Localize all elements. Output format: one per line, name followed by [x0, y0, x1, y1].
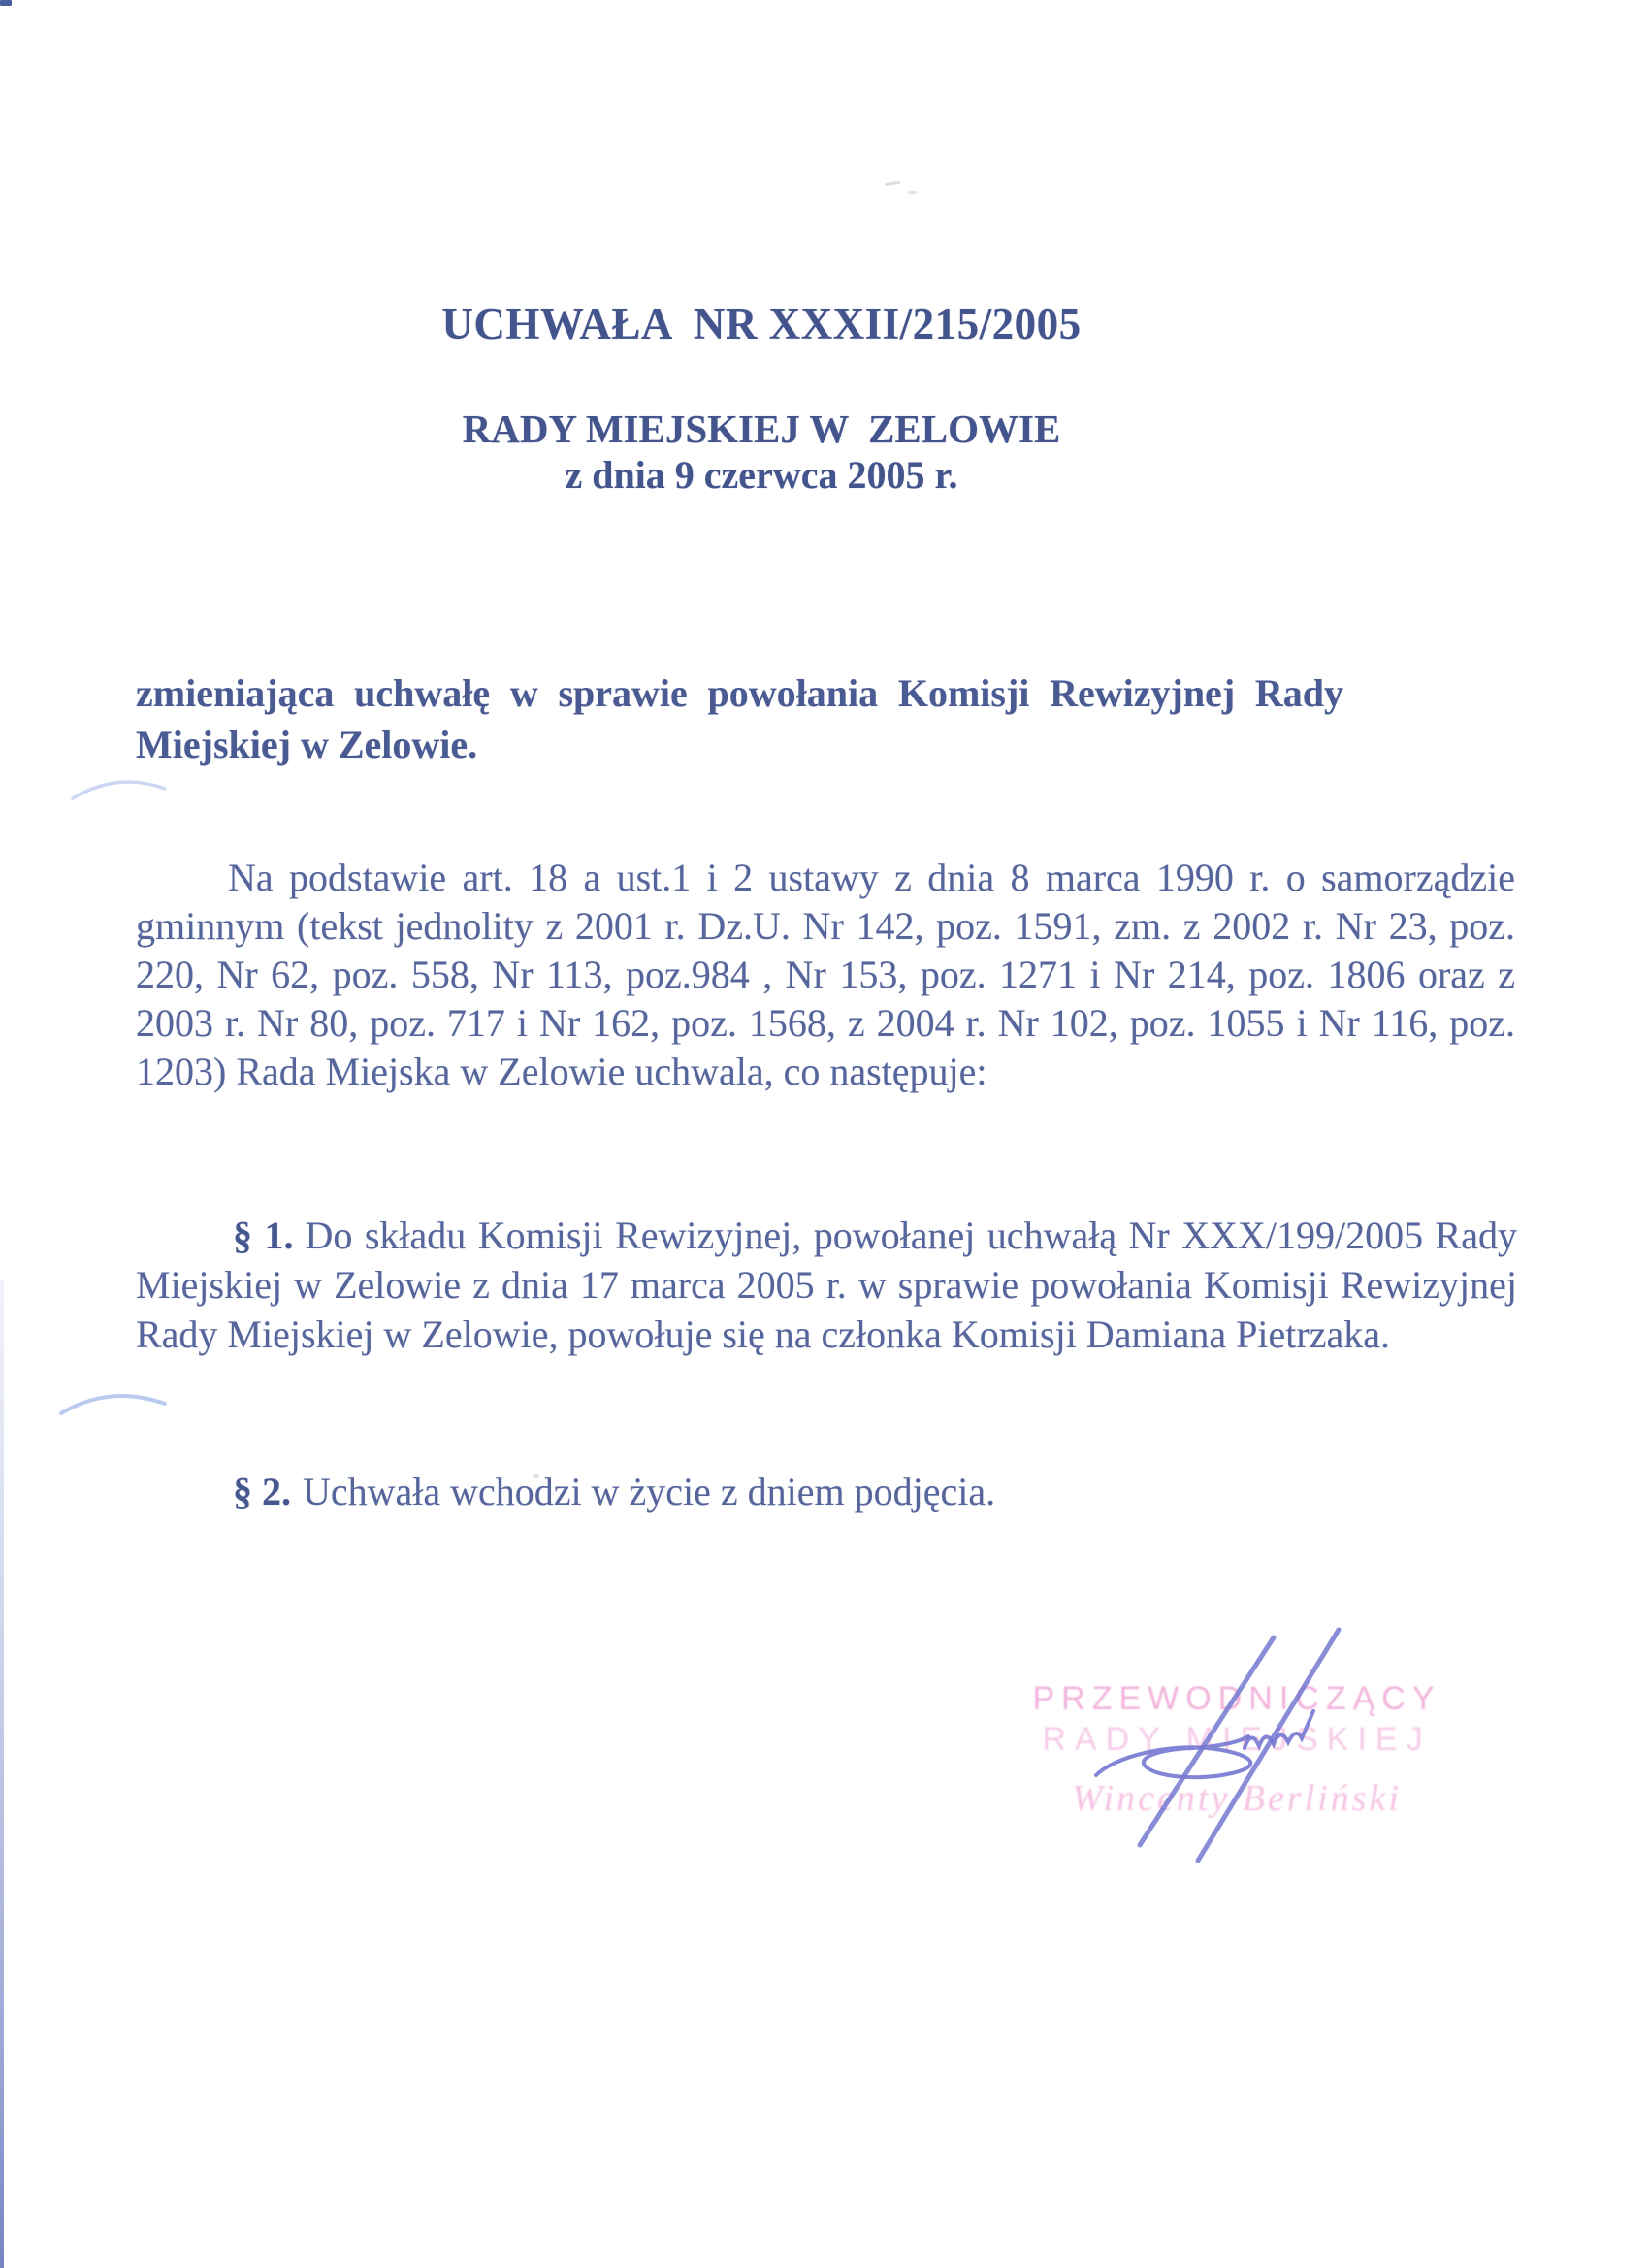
resolution-subject: zmieniająca uchwałę w sprawie powołania Komisji Rewizyjnej Rady Miejskiej w Zelowie. — [136, 671, 1343, 766]
signature-stamp-block — [1023, 1591, 1450, 1911]
scan-edge-strip — [0, 1280, 4, 2268]
scan-smudge-dash — [908, 191, 917, 195]
section-1-text: Do składu Komisji Rewizyjnej, powołanej uchwałą Nr XXX/199/2005 Rady Miejskiej w Zelowie z dnia 17 marca 2005 r. w sprawie powołania Komisji Rewizyjnej Rady Miejskiej w Zelowie, powołuje się na członka Komisji Damiana Pietrzaka. — [136, 1214, 1517, 1356]
section-2-number: § 2. — [233, 1470, 291, 1513]
handwritten-signature-icon — [1023, 1591, 1450, 1911]
chairman-stamp-title-line2: RADY MIEJSKIEJ — [1042, 1721, 1432, 1758]
section-2-text: Uchwała wchodzi w życie z dniem podjęcia. — [303, 1470, 996, 1513]
scan-smudge-dash — [885, 181, 900, 186]
scan-arc-artifact — [68, 769, 175, 808]
section-1-number: § 1. — [233, 1214, 294, 1257]
section-2-paragraph — [136, 1467, 1517, 1516]
chairman-stamp-title-line1: PRZEWODNICZĄCY — [1032, 1680, 1441, 1717]
scan-corner-mark — [0, 0, 12, 6]
scan-arc-artifact — [53, 1380, 175, 1424]
chairman-stamp-name: Wincenty Berliński — [1072, 1778, 1402, 1819]
section-1-paragraph — [136, 1211, 1517, 1359]
resolution-date-line: z dnia 9 czerwca 2005 r. — [565, 453, 958, 497]
resolution-title: UCHWAŁA NR XXXII/215/2005 — [441, 300, 1082, 348]
council-name-line: RADY MIEJSKIEJ W ZELOWIE — [462, 406, 1061, 451]
legal-basis-paragraph: Na podstawie art. 18 a ust.1 i 2 ustawy z dnia 8 marca 1990 r. o samorządzie gminnym (tekst jednolity z 2001 r. Dz.U. Nr 142, poz. 1591, zm. z 2002 r. Nr 23, poz. 220, Nr 62, poz. 558, Nr 113, poz.984 , Nr 153, poz. 1271 i Nr 214, poz. 1806 oraz z 2003 r. Nr 80, poz. 717 i Nr 162, poz. 1568, z 2004 r. Nr 102, poz. 1055 i Nr 116, poz. 1203) Rada Miejska w Zelowie uchwala, co następuje: — [136, 856, 1515, 1093]
